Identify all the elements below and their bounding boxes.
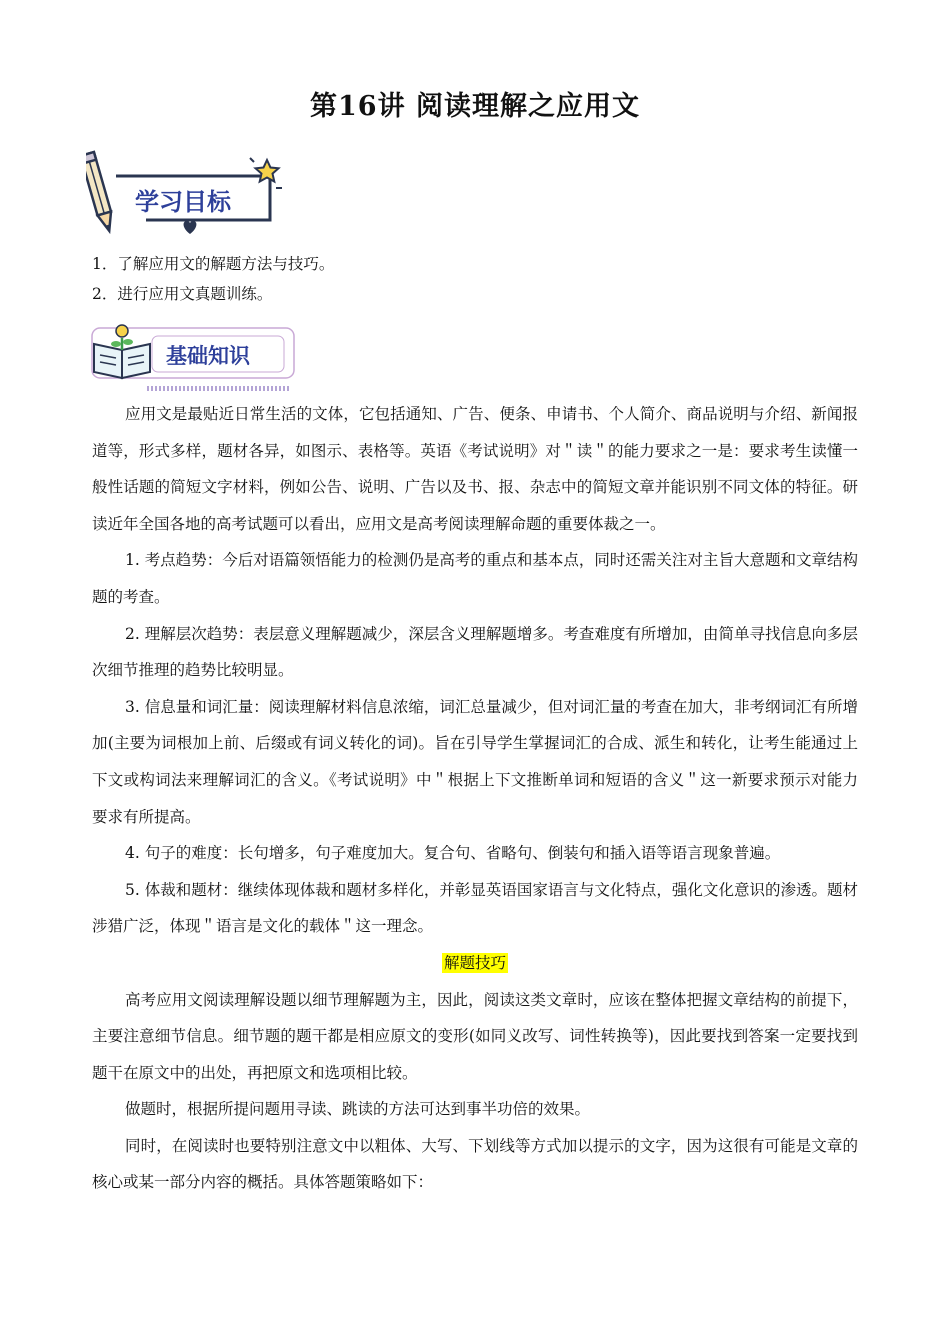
tips-paragraph: 高考应用文阅读理解设题以细节理解题为主，因此，阅读这类文章时，应该在整体把握文章结构的前提下，主要注意细节信息。细节题的题干都是相应原文的变形(如同义改写、词性转换等)，因此要找到答案一定要找到题干在原文中的出处，再把原文和选项相比较。 [92,990,858,1082]
goal-item: 2．进行应用文真题训练。 [92,285,273,303]
intro-paragraph: 应用文是最贴近日常生活的文体，它包括通知、广告、便条、申请书、个人简介、商品说明与介绍、新闻报道等，形式多样，题材各异，如图示、表格等。英语《考试说明》对＂读＂的能力要求之一是：要求考生读懂一般性话题的简短文字材料，例如公告、说明、广告以及书、报、杂志中的简短文章并能识别不同文体的特征。研读近年全国各地的高考试题可以看出，应用文是高考阅读理解命题的重要体裁之一。 [92,405,858,533]
learning-goals-label: 学习目标 [135,188,231,216]
trend-point: 4. 句子的难度：长句增多，句子难度加大。复合句、省略句、倒装句和插入语等语言现象普遍。 [125,844,781,863]
learning-goals-banner [86,150,286,242]
basic-knowledge-banner [88,322,300,392]
tips-heading [92,945,858,982]
tips-paragraph: 做题时，根据所提问题用寻读、跳读的方法可达到事半功倍的效果。 [125,1100,591,1119]
pencil-icon [86,150,286,242]
tips-heading-text: 解题技巧 [443,953,506,972]
trend-point: 5. 体裁和题材：继续体现体裁和题材多样化，并彰显英语国家语言与文化特点，强化文化意识的渗透。题材涉猎广泛，体现＂语言是文化的载体＂这一理念。 [92,880,858,936]
trend-point: 3. 信息量和词汇量：阅读理解材料信息浓缩，词汇总量减少，但对词汇量的考查在加大，非考纲词汇有所增加(主要为词根加上前、后缀或有词义转化的词)。旨在引导学生掌握词汇的合成、派生和转化，让考生能通过上下文或构词法来理解词汇的含义。《考试说明》中＂根据上下文推断单词和短语的含义＂这一新要求预示对能力要求有所提高。 [92,697,858,826]
main-content [92,396,858,1201]
book-lightbulb-icon [88,322,300,392]
tips-paragraph: 同时，在阅读时也要特别注意文中以粗体、大写、下划线等方式加以提示的文字，因为这很有可能是文章的核心或某一部分内容的概括。具体答题策略如下： [92,1136,858,1192]
trend-point: 1. 考点趋势：今后对语篇领悟能力的检测仍是高考的重点和基本点，同时还需关注对主旨大意题和文章结构题的考查。 [92,551,858,606]
page-title: 第16讲 阅读理解之应用文 [310,91,640,122]
basic-knowledge-label: 基础知识 [166,344,250,368]
goal-item: 1．了解应用文的解题方法与技巧。 [92,255,335,273]
trend-point: 2. 理解层次趋势：表层意义理解题减少，深层含义理解题增多。考查难度有所增加，由简单寻找信息向多层次细节推理的趋势比较明显。 [92,624,858,680]
